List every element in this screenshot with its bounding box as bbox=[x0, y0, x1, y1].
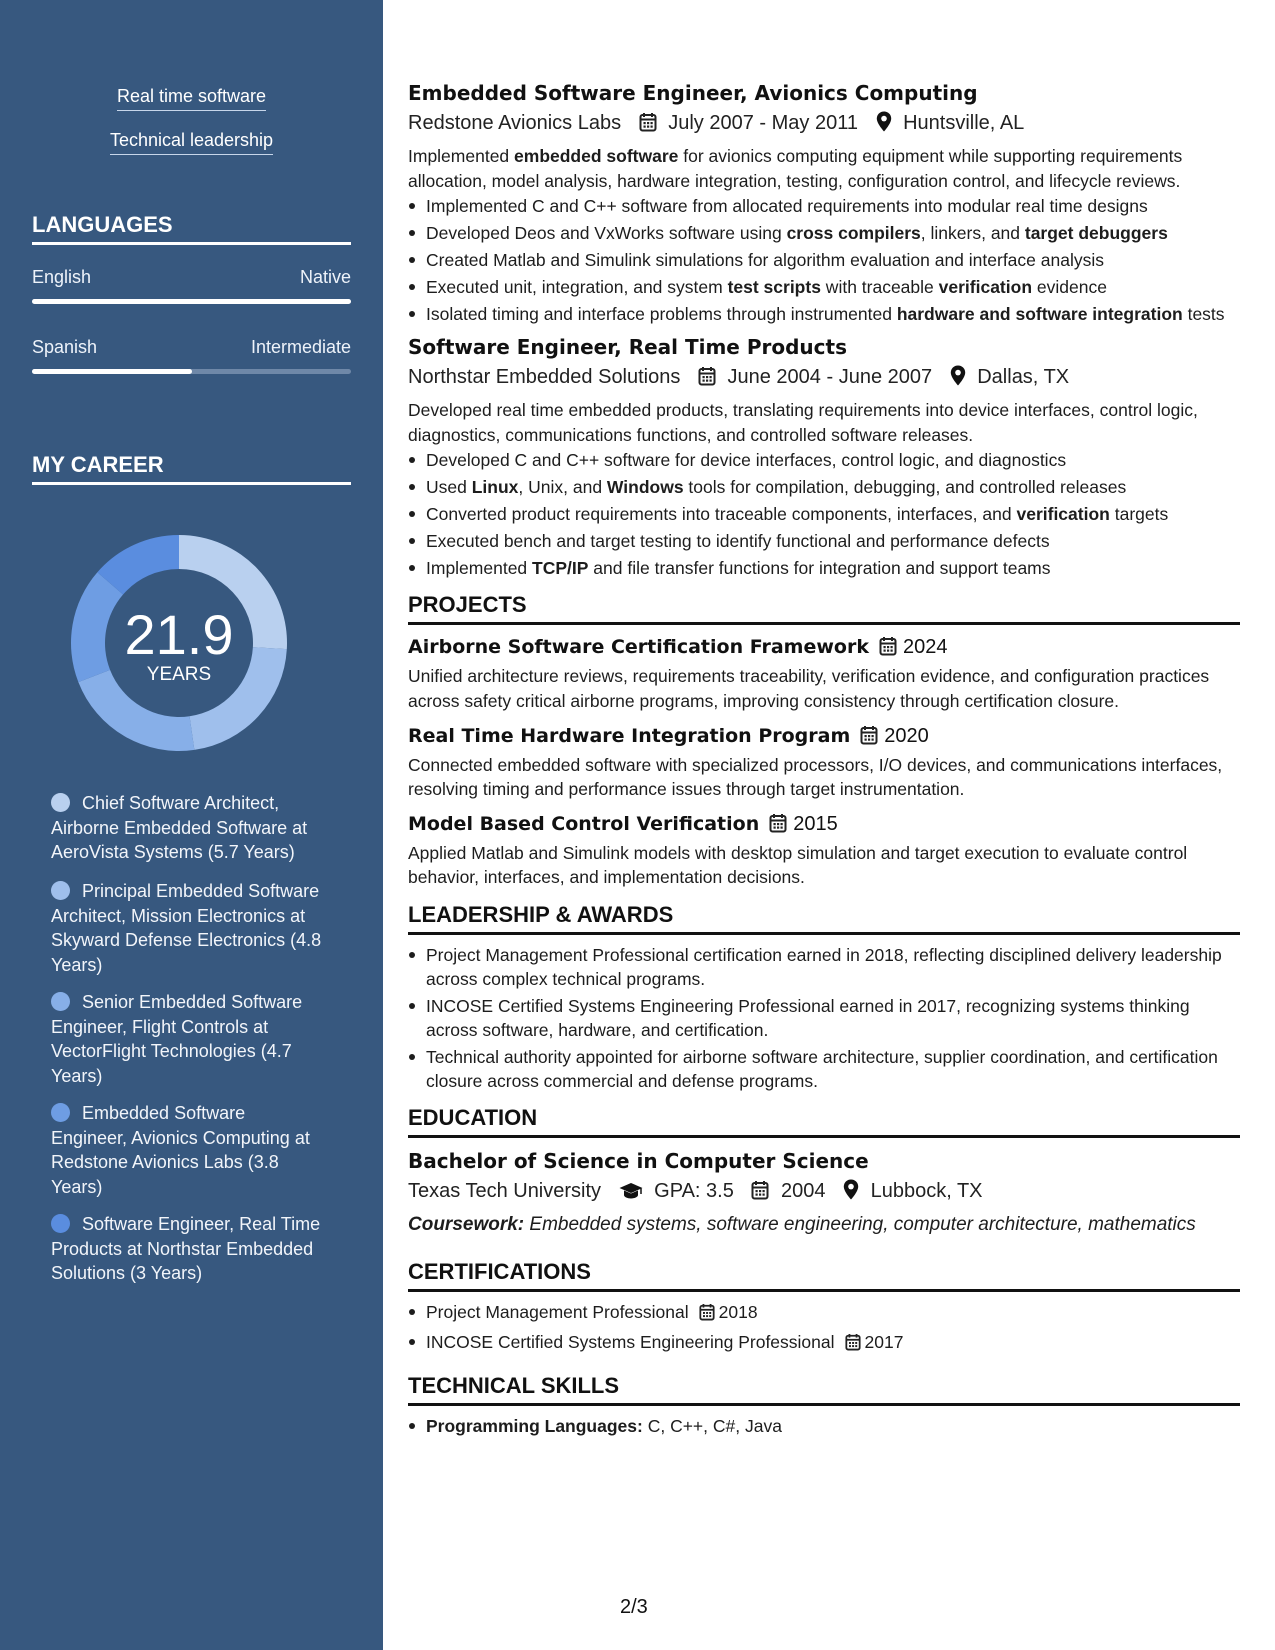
project-description: Applied Matlab and Simulink models with desktop simulation and target execution to evaluate control behavior, interfaces, and implementation decisions. bbox=[408, 842, 1188, 888]
language-level: Native bbox=[299, 267, 351, 287]
bullet-item: Executed unit, integration, and system test scripts with traceable verification evidence bbox=[408, 275, 1240, 299]
technical-skills-list bbox=[408, 1414, 1240, 1438]
language-bar bbox=[32, 369, 351, 374]
career-item bbox=[51, 990, 326, 1088]
career-total-unit: YEARS bbox=[146, 664, 212, 685]
language-name: Spanish bbox=[32, 337, 98, 357]
career-color-dot bbox=[51, 881, 70, 900]
bullet-item: Converted product requirements into traceable components, interfaces, and verification targets bbox=[408, 502, 1240, 526]
bullet-item: Implemented TCP/IP and file transfer functions for integration and support teams bbox=[408, 556, 1240, 580]
languages-heading: LANGUAGES bbox=[32, 212, 351, 245]
degree-title: Bachelor of Science in Computer Science bbox=[408, 1148, 869, 1173]
job-meta bbox=[408, 108, 1240, 141]
desc-emphasis: embedded software bbox=[514, 146, 679, 166]
certification-item bbox=[408, 1330, 1240, 1357]
technical-skills-heading: TECHNICAL SKILLS bbox=[408, 1373, 1240, 1406]
career-item-text: Chief Software Architect, Airborne Embedded Software at AeroVista Systems (5.7 Years) bbox=[51, 793, 308, 863]
certifications-heading: CERTIFICATIONS bbox=[408, 1259, 1240, 1292]
certification-name: INCOSE Certified Systems Engineering Professional bbox=[426, 1331, 835, 1352]
language-bar-fill bbox=[32, 369, 192, 374]
career-item-text: Software Engineer, Real Time Products at Northstar Embedded Solutions (3 Years) bbox=[51, 1214, 321, 1284]
bullet-item: Used Linux, Unix, and Windows tools for compilation, debugging, and controlled releases bbox=[408, 475, 1240, 499]
education-gpa: GPA: 3.5 bbox=[654, 1179, 734, 1202]
certification-year: 2018 bbox=[718, 1301, 758, 1322]
coursework bbox=[408, 1212, 1240, 1237]
desc-text: Implemented bbox=[408, 146, 515, 166]
career-item bbox=[51, 1101, 326, 1199]
bullet-item: Developed C and C++ software for device interfaces, control logic, and diagnostics bbox=[408, 448, 1240, 472]
skill-category: Programming Languages: bbox=[426, 1415, 643, 1436]
career-item-text: Embedded Software Engineer, Avionics Computing at Redstone Avionics Labs (3.8 Years) bbox=[51, 1103, 310, 1197]
career-item-text: Principal Embedded Software Architect, Mission Electronics at Skyward Defense Electronics (4.8 Years) bbox=[51, 881, 322, 975]
location-pin-icon bbox=[876, 111, 892, 141]
project-description: Connected embedded software with specialized processors, I/O devices, and communications interfaces, resolving timing and performance issues through target instrumentation. bbox=[408, 754, 1223, 800]
leadership-item: INCOSE Certified Systems Engineering Professional earned in 2017, recognizing systems thinking across software, hardware, and certification. bbox=[408, 994, 1240, 1042]
certification-name: Project Management Professional bbox=[426, 1301, 689, 1322]
project-description: Unified architecture reviews, requirements traceability, verification evidence, and configuration practices across safety critical airborne programs, improving consistency through certification closure. bbox=[408, 666, 1210, 711]
job-description bbox=[408, 144, 1240, 193]
career-item bbox=[51, 879, 326, 977]
school-name: Texas Tech University bbox=[408, 1179, 602, 1202]
calendar-icon bbox=[699, 1303, 715, 1327]
calendar-icon bbox=[860, 725, 878, 753]
calendar-icon bbox=[639, 111, 657, 141]
location-pin-icon bbox=[950, 365, 966, 395]
leadership-heading: LEADERSHIP & AWARDS bbox=[408, 902, 1240, 935]
language-name: English bbox=[32, 267, 92, 287]
project-title: Airborne Software Certification Framework bbox=[408, 636, 869, 659]
career-heading: MY CAREER bbox=[32, 452, 351, 485]
education-meta bbox=[408, 1176, 1240, 1209]
technical-skill-item bbox=[408, 1414, 1240, 1438]
project-year: 2024 bbox=[902, 636, 948, 659]
education-heading: EDUCATION bbox=[408, 1105, 1240, 1138]
skill-values: C, C++, C#, Java bbox=[642, 1415, 782, 1436]
leadership-item: Technical authority appointed for airborne software architecture, supplier coordination, and certification closure across commercial and defense programs. bbox=[408, 1045, 1240, 1093]
job-location: Huntsville, AL bbox=[903, 112, 1025, 134]
career-donut-chart bbox=[66, 530, 292, 756]
location-pin-icon bbox=[843, 1179, 859, 1209]
bullet-item: Executed bench and target testing to identify functional and performance defects bbox=[408, 529, 1240, 553]
language-row bbox=[32, 337, 351, 387]
bullet-item: Developed Deos and VxWorks software using cross compilers, linkers, and target debuggers bbox=[408, 221, 1240, 245]
career-color-dot bbox=[51, 793, 70, 812]
coursework-text: Embedded systems, software engineering, computer architecture, mathematics bbox=[524, 1213, 1196, 1235]
language-row bbox=[32, 267, 351, 317]
page-number: 2/3 bbox=[620, 1596, 648, 1618]
job-title: Software Engineer, Real Time Products bbox=[408, 335, 847, 360]
calendar-icon bbox=[698, 365, 716, 395]
career-color-dot bbox=[51, 1103, 70, 1122]
desc-text: for avionics computing equipment while supporting requirements allocation, model analysis, hardware integration, testing, configuration control, and lifecycle reviews. bbox=[408, 146, 1183, 191]
project-year: 2020 bbox=[884, 724, 929, 747]
career-item-text: Senior Embedded Software Engineer, Flight Controls at VectorFlight Technologies (4.7 Years) bbox=[51, 992, 303, 1086]
language-bar-fill bbox=[32, 299, 351, 304]
project-entry bbox=[408, 633, 1240, 713]
education-location: Lubbock, TX bbox=[870, 1179, 983, 1202]
sidebar bbox=[0, 0, 383, 1650]
career-color-dot bbox=[51, 992, 70, 1011]
career-item bbox=[51, 791, 326, 865]
job-dates: July 2007 - May 2011 bbox=[668, 112, 858, 134]
certification-item bbox=[408, 1300, 1240, 1327]
main-content bbox=[408, 78, 1240, 1441]
company-name: Northstar Embedded Solutions bbox=[408, 366, 681, 389]
experience-entry bbox=[408, 332, 1240, 580]
project-title: Model Based Control Verification bbox=[408, 812, 760, 835]
skill-tag-label: Technical leadership bbox=[110, 130, 273, 155]
certifications-list bbox=[408, 1300, 1240, 1357]
career-total-years: 21.9 bbox=[124, 603, 234, 666]
project-title: Real Time Hardware Integration Program bbox=[408, 724, 851, 747]
education-entry bbox=[408, 1146, 1240, 1237]
project-entry bbox=[408, 722, 1240, 802]
skill-tag bbox=[0, 86, 383, 111]
education-year: 2004 bbox=[780, 1179, 826, 1202]
graduation-cap-icon bbox=[619, 1179, 643, 1209]
job-bullets bbox=[408, 448, 1240, 580]
experience-entry bbox=[408, 78, 1240, 326]
job-meta bbox=[408, 362, 1240, 395]
career-color-dot bbox=[51, 1214, 70, 1233]
calendar-icon bbox=[769, 813, 787, 841]
project-entry bbox=[408, 810, 1240, 890]
leadership-list bbox=[408, 943, 1240, 1093]
job-bullets bbox=[408, 194, 1240, 326]
job-title: Embedded Software Engineer, Avionics Computing bbox=[408, 81, 978, 105]
certification-year: 2017 bbox=[864, 1331, 904, 1352]
calendar-icon bbox=[879, 636, 897, 664]
career-item bbox=[51, 1212, 326, 1286]
job-description: Developed real time embedded products, translating requirements into device interfaces, control logic, diagnostics, communications functions, and controlled software releases. bbox=[408, 400, 1198, 445]
bullet-item: Isolated timing and interface problems through instrumented hardware and software integration tests bbox=[408, 302, 1240, 326]
language-bar bbox=[32, 299, 351, 304]
job-location: Dallas, TX bbox=[977, 366, 1070, 389]
project-year: 2015 bbox=[793, 812, 838, 835]
language-level: Intermediate bbox=[250, 337, 351, 357]
skill-tag bbox=[0, 130, 383, 155]
coursework-label: Coursework: bbox=[408, 1213, 525, 1235]
leadership-item: Project Management Professional certification earned in 2018, reflecting disciplined delivery leadership across complex technical programs. bbox=[408, 943, 1240, 991]
bullet-item: Implemented C and C++ software from allocated requirements into modular real time designs bbox=[408, 194, 1240, 218]
company-name: Redstone Avionics Labs bbox=[408, 112, 622, 134]
skill-tag-label: Real time software bbox=[117, 86, 266, 111]
bullet-item: Created Matlab and Simulink simulations for algorithm evaluation and interface analysis bbox=[408, 248, 1240, 272]
job-dates: June 2004 - June 2007 bbox=[727, 366, 933, 389]
projects-heading: PROJECTS bbox=[408, 592, 1240, 625]
calendar-icon bbox=[751, 1179, 769, 1209]
calendar-icon bbox=[845, 1333, 861, 1357]
